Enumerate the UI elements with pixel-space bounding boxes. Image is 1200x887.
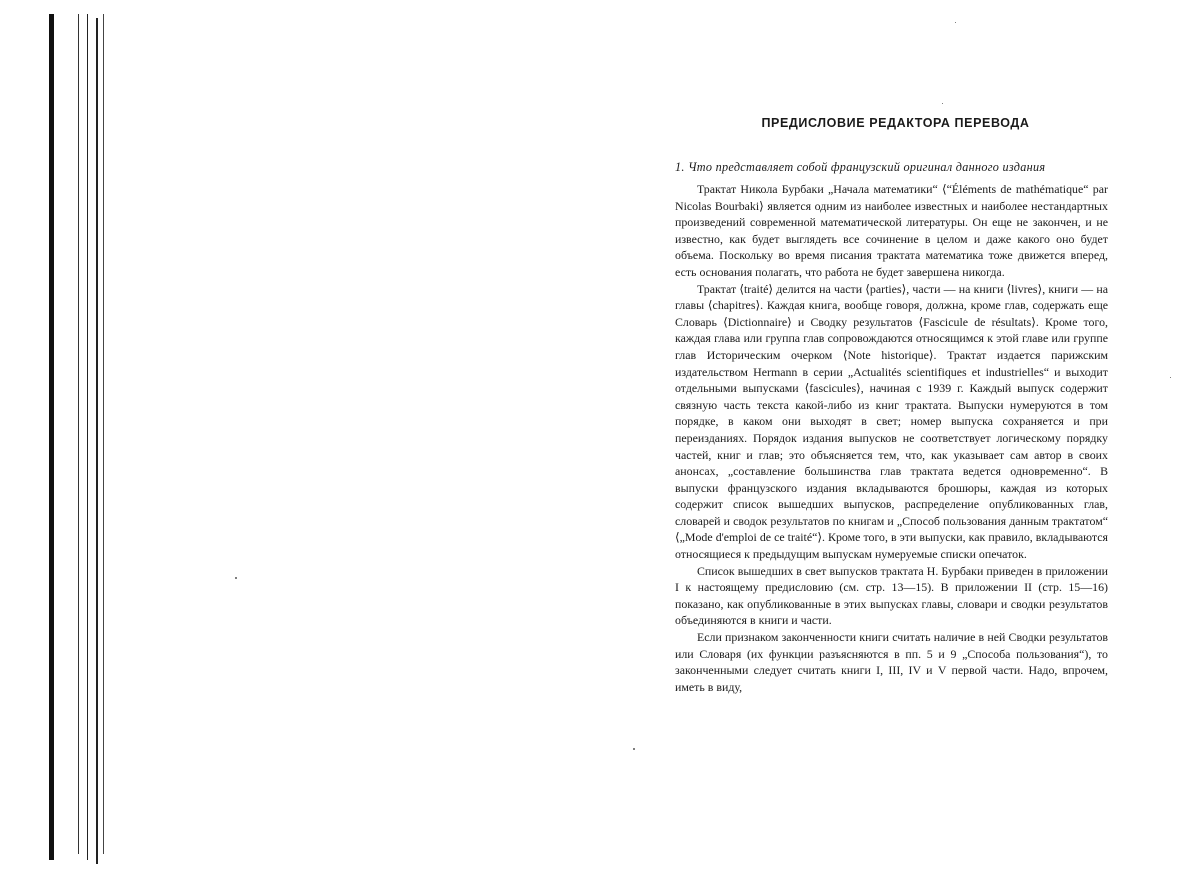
scan-speck <box>633 748 635 750</box>
paragraph: Список вышедших в свет выпусков трактата Н. Бурбаки приведен в приложении I к настоящему предисловию (см. стр. 13—15). В приложении II (стр. 15—16) показано, как опубликованные в этих выпусках главы, словари и сводки результатов объединяются в книги и части. <box>675 563 1108 628</box>
scan-speck <box>1170 377 1171 378</box>
paragraph: Если признаком законченности книги считать наличие в ней Сводки результатов или Словаря (их функции разъясняются в пп. 5 и 9 „Способа пользования“), то законченными следует считать книги I, III, IV и V первой части. Надо, впрочем, иметь в виду, <box>675 630 1108 694</box>
scan-speck <box>942 103 943 104</box>
scan-speck <box>235 577 237 579</box>
binding-line <box>96 18 98 864</box>
binding-line <box>103 14 104 854</box>
binding-line <box>87 14 88 860</box>
binding-line <box>78 14 79 854</box>
page-title: ПРЕДИСЛОВИЕ РЕДАКТОРА ПЕРЕВОДА <box>761 116 1030 130</box>
scan-speck <box>955 22 956 23</box>
binding-edge <box>49 14 54 860</box>
section-title: 1. Что представляет собой французский оригинал данного издания <box>675 160 1046 174</box>
paragraph: Трактат ⟨traité⟩ делится на части ⟨parties⟩, части — на книги ⟨livres⟩, книги — на главы ⟨chapitres⟩. Каждая книга, вообще говоря, должна, кроме глав, содержать еще Словарь ⟨Dictionnaire⟩ и Сводку результатов ⟨Fascicule de résultats⟩. Кроме того, каждая глава или группа глав сопровождаются относящимся к этой главе или группе глав Историческим очерком ⟨Note historique⟩. Трактат издается парижским издательством Hermann в серии „Actualités scientifiques et industrielles“ и выходит отдельными выпусками ⟨fascicules⟩, начиная с 1939 г. Каждый выпуск содержит связную часть текста какой-либо из книг трактата. Выпуски нумеруются в том порядке, в каком они выходят в свет; номер выпуска сохраняется и при переизданиях. Порядок издания выпусков не соответствует логическому порядку частей, книг и глав; это объясняется тем, что, как указывает сам автор в своих анонсах, „составление большинства глав трактата ведется одновременно“. В выпуски французского издания вкладываются брошюры, каждая из которых содержит список вышедших выпусков, распределение опубликованных глав, словарей и сводок результатов по книгам и „Способ пользования данным трактатом“ ⟨„Mode d'emploi de ce traité“⟩. Кроме того, в эти выпуски, как правило, вкладываются относящиеся к предыдущим выпускам нумеруемые списки опечаток. <box>675 281 1108 562</box>
paragraph: Трактат Никола Бурбаки „Начала математики“ ⟨“Éléments de mathématique“ par Nicolas Bourbaki⟩ является одним из наиболее известных и наиболее нестандартных произведений современной математической литературы. Он еще не закончен, и не известно, как будет выглядеть все сочинение в целом и даже какого оно будет объема. Поскольку во время писания трактата математика тоже движется вперед, есть основания полагать, что работа не будет завершена никогда. <box>675 182 1108 279</box>
text-column <box>675 116 1108 695</box>
